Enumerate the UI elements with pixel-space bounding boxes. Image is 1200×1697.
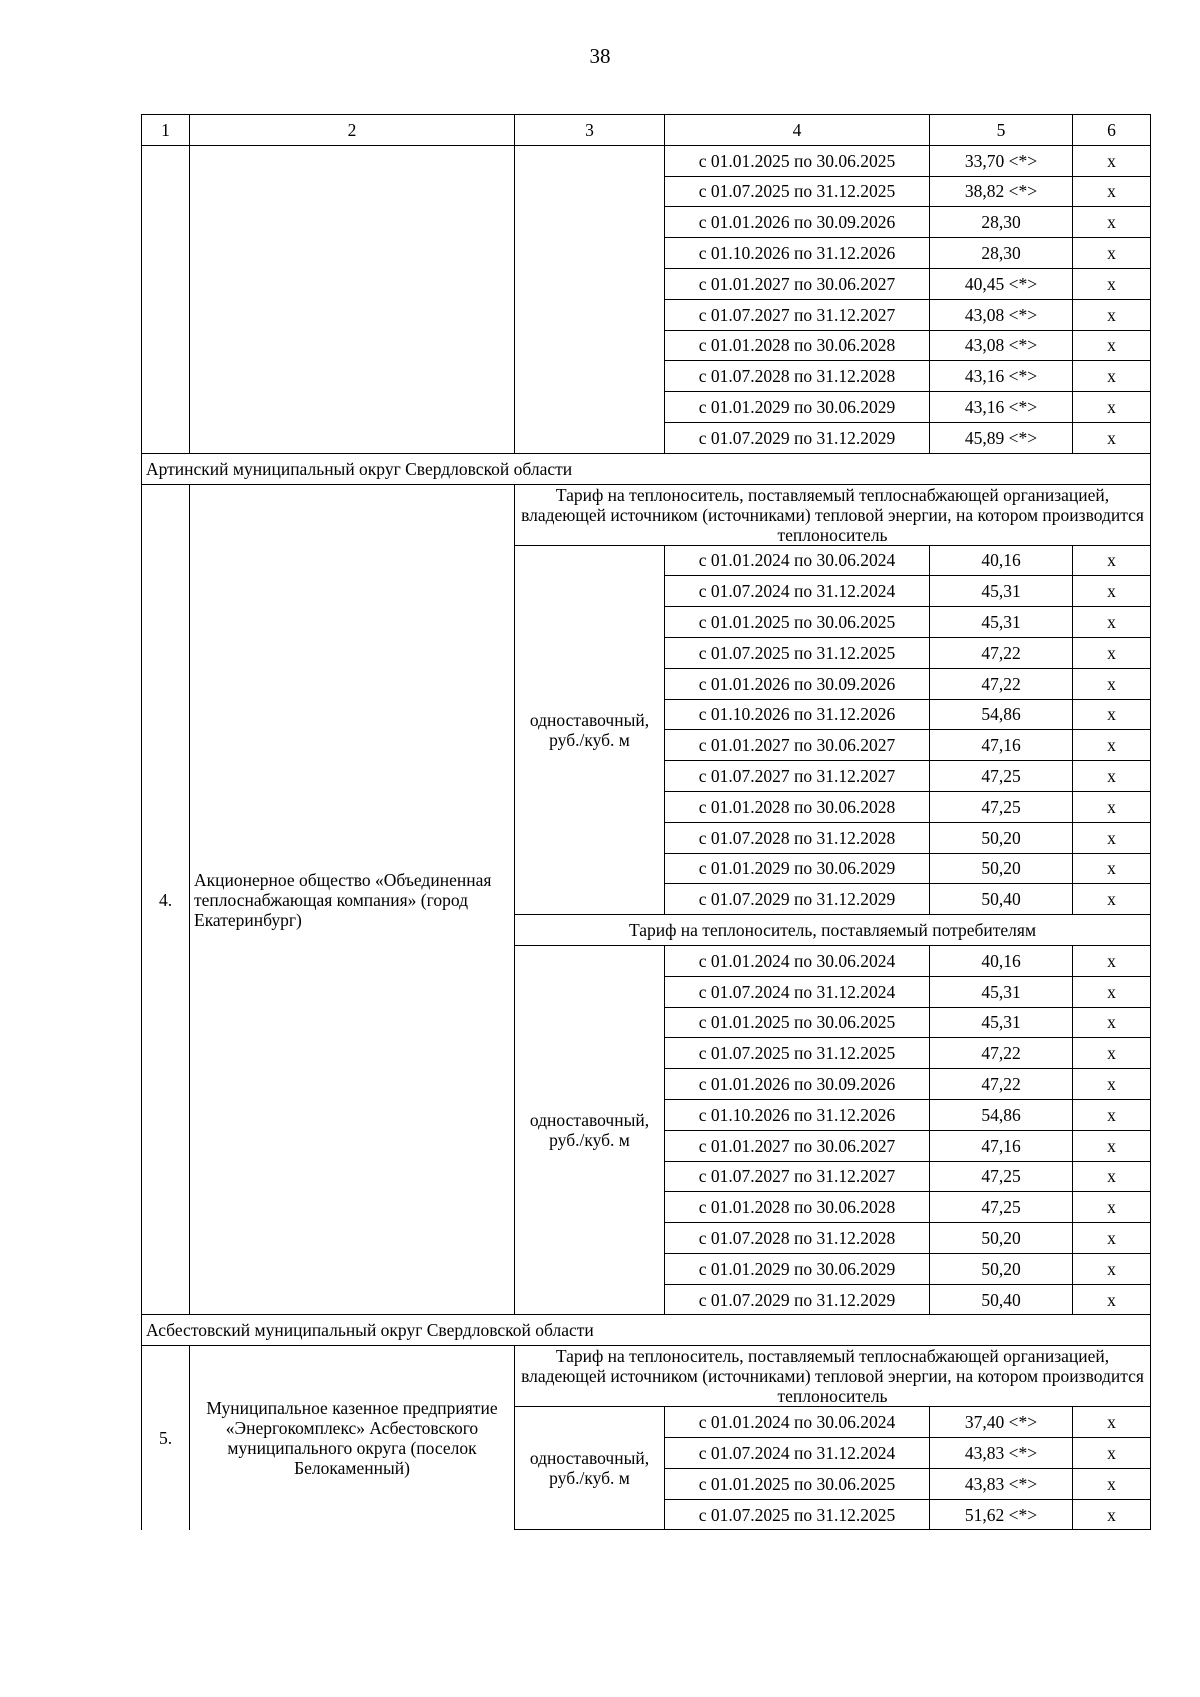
column-6-cell: х: [1073, 976, 1151, 1007]
tariff-table-body: [142, 115, 1151, 1530]
column-6-cell: х: [1073, 268, 1151, 299]
column-6-cell: х: [1073, 1069, 1151, 1100]
period-cell: с 01.01.2026 по 30.09.2026: [665, 207, 930, 238]
tariff-type: одноставочный, руб./куб. м: [515, 945, 665, 1315]
tariff-value-cell: 43,16 <*>: [930, 361, 1073, 392]
entry-number: 4.: [142, 484, 190, 1315]
column-header-2: 2: [190, 115, 515, 146]
tariff-value-cell: 40,16: [930, 545, 1073, 576]
tariff-value-cell: 37,40 <*>: [930, 1407, 1073, 1438]
section-title-row: [142, 1315, 1151, 1346]
tariff-type: одноставочный, руб./куб. м: [515, 1407, 665, 1530]
tariff-value-cell: 50,20: [930, 1223, 1073, 1254]
tariff-value-cell: 43,08 <*>: [930, 330, 1073, 361]
column-6-cell: х: [1073, 238, 1151, 269]
column-6-cell: х: [1073, 392, 1151, 423]
tariff-heading: Тариф на теплоноситель, поставляемый потребителям: [515, 915, 1151, 946]
period-cell: с 01.01.2029 по 30.06.2029: [665, 392, 930, 423]
tariff-value-cell: 50,20: [930, 853, 1073, 884]
period-cell: с 01.01.2028 по 30.06.2028: [665, 1192, 930, 1223]
tariff-value-cell: 43,08 <*>: [930, 299, 1073, 330]
column-header-4: 4: [665, 115, 930, 146]
tariff-value-cell: 40,45 <*>: [930, 268, 1073, 299]
column-6-cell: х: [1073, 1161, 1151, 1192]
column-header-1: 1: [142, 115, 190, 146]
tariff-value-cell: 47,22: [930, 1069, 1073, 1100]
period-cell: с 01.07.2029 по 31.12.2029: [665, 1284, 930, 1315]
tariff-value-cell: 38,82 <*>: [930, 176, 1073, 207]
period-cell: с 01.10.2026 по 31.12.2026: [665, 238, 930, 269]
column-6-cell: х: [1073, 207, 1151, 238]
tariff-value-cell: 43,83 <*>: [930, 1468, 1073, 1499]
period-cell: с 01.07.2028 по 31.12.2028: [665, 1223, 930, 1254]
tariff-value-cell: 50,20: [930, 822, 1073, 853]
column-6-cell: х: [1073, 699, 1151, 730]
period-cell: с 01.01.2026 по 30.09.2026: [665, 668, 930, 699]
column-6-cell: х: [1073, 1038, 1151, 1069]
tariff-value-cell: 43,16 <*>: [930, 392, 1073, 423]
tariff-value-cell: 54,86: [930, 699, 1073, 730]
period-cell: с 01.07.2028 по 31.12.2028: [665, 822, 930, 853]
column-6-cell: х: [1073, 761, 1151, 792]
period-cell: с 01.07.2025 по 31.12.2025: [665, 176, 930, 207]
tariff-value-cell: 47,16: [930, 1130, 1073, 1161]
tariff-value-cell: 47,22: [930, 637, 1073, 668]
tariff-heading: Тариф на теплоноситель, поставляемый теплоснабжающей организацией, владеющей источником (источниками) тепловой энергии, на котором производится теплоноситель: [515, 484, 1151, 545]
continuation-number-cell: [142, 145, 190, 453]
tariff-value-cell: 47,22: [930, 668, 1073, 699]
period-cell: с 01.07.2029 по 31.12.2029: [665, 884, 930, 915]
tariff-value-cell: 50,20: [930, 1253, 1073, 1284]
period-cell: с 01.01.2025 по 30.06.2025: [665, 145, 930, 176]
column-6-cell: х: [1073, 176, 1151, 207]
column-header-row: [142, 115, 1151, 146]
entry-number: 5.: [142, 1346, 190, 1530]
table-row: [142, 145, 1151, 176]
period-cell: с 01.01.2027 по 30.06.2027: [665, 1130, 930, 1161]
column-6-cell: х: [1073, 545, 1151, 576]
tariff-value-cell: 47,25: [930, 791, 1073, 822]
section-title: Асбестовский муниципальный округ Свердловской области: [142, 1315, 1151, 1346]
column-6-cell: х: [1073, 853, 1151, 884]
column-6-cell: х: [1073, 945, 1151, 976]
period-cell: с 01.01.2025 по 30.06.2025: [665, 1468, 930, 1499]
column-6-cell: х: [1073, 730, 1151, 761]
column-6-cell: х: [1073, 576, 1151, 607]
column-header-5: 5: [930, 115, 1073, 146]
period-cell: с 01.01.2024 по 30.06.2024: [665, 545, 930, 576]
organization-name: Муниципальное казенное предприятие «Энергокомплекс» Асбестовского муниципального округа (поселок Белокаменный): [190, 1346, 515, 1530]
period-cell: с 01.01.2025 по 30.06.2025: [665, 1007, 930, 1038]
period-cell: с 01.01.2024 по 30.06.2024: [665, 1407, 930, 1438]
tariff-value-cell: 47,25: [930, 1192, 1073, 1223]
period-cell: с 01.07.2024 по 31.12.2024: [665, 976, 930, 1007]
period-cell: с 01.10.2026 по 31.12.2026: [665, 1099, 930, 1130]
tariff-value-cell: 47,25: [930, 1161, 1073, 1192]
tariff-table: [141, 114, 1151, 1530]
column-header-3: 3: [515, 115, 665, 146]
column-header-6: 6: [1073, 115, 1151, 146]
tariff-value-cell: 33,70 <*>: [930, 145, 1073, 176]
column-6-cell: х: [1073, 1007, 1151, 1038]
tariff-value-cell: 45,31: [930, 607, 1073, 638]
period-cell: с 01.01.2028 по 30.06.2028: [665, 791, 930, 822]
period-cell: с 01.01.2027 по 30.06.2027: [665, 730, 930, 761]
continuation-type-cell: [515, 145, 665, 453]
column-6-cell: х: [1073, 1192, 1151, 1223]
period-cell: с 01.01.2029 по 30.06.2029: [665, 853, 930, 884]
tariff-value-cell: 43,83 <*>: [930, 1438, 1073, 1469]
column-6-cell: х: [1073, 145, 1151, 176]
column-6-cell: х: [1073, 1099, 1151, 1130]
column-6-cell: х: [1073, 822, 1151, 853]
tariff-value-cell: 51,62 <*>: [930, 1499, 1073, 1530]
period-cell: с 01.07.2024 по 31.12.2024: [665, 576, 930, 607]
period-cell: с 01.01.2025 по 30.06.2025: [665, 607, 930, 638]
tariff-value-cell: 54,86: [930, 1099, 1073, 1130]
column-6-cell: х: [1073, 299, 1151, 330]
column-6-cell: х: [1073, 361, 1151, 392]
period-cell: с 01.07.2029 по 31.12.2029: [665, 422, 930, 453]
tariff-value-cell: 40,16: [930, 945, 1073, 976]
tariff-heading-row: [142, 484, 1151, 545]
period-cell: с 01.01.2026 по 30.09.2026: [665, 1069, 930, 1100]
column-6-cell: х: [1073, 1253, 1151, 1284]
tariff-value-cell: 50,40: [930, 884, 1073, 915]
column-6-cell: х: [1073, 1130, 1151, 1161]
tariff-value-cell: 45,31: [930, 976, 1073, 1007]
period-cell: с 01.07.2025 по 31.12.2025: [665, 1038, 930, 1069]
tariff-value-cell: 45,89 <*>: [930, 422, 1073, 453]
organization-name: Акционерное общество «Объединенная теплоснабжающая компания» (город Екатеринбург): [190, 484, 515, 1315]
tariff-value-cell: 47,22: [930, 1038, 1073, 1069]
column-6-cell: х: [1073, 1284, 1151, 1315]
tariff-value-cell: 45,31: [930, 1007, 1073, 1038]
tariff-value-cell: 28,30: [930, 207, 1073, 238]
column-6-cell: х: [1073, 607, 1151, 638]
tariff-value-cell: 47,25: [930, 761, 1073, 792]
column-6-cell: х: [1073, 1499, 1151, 1530]
period-cell: с 01.07.2027 по 31.12.2027: [665, 761, 930, 792]
period-cell: с 01.01.2024 по 30.06.2024: [665, 945, 930, 976]
column-6-cell: х: [1073, 1223, 1151, 1254]
period-cell: с 01.07.2025 по 31.12.2025: [665, 637, 930, 668]
column-6-cell: х: [1073, 330, 1151, 361]
section-title-row: [142, 453, 1151, 484]
period-cell: с 01.01.2028 по 30.06.2028: [665, 330, 930, 361]
section-title: Артинский муниципальный округ Свердловской области: [142, 453, 1151, 484]
period-cell: с 01.07.2025 по 31.12.2025: [665, 1499, 930, 1530]
tariff-value-cell: 45,31: [930, 576, 1073, 607]
tariff-type: одноставочный, руб./куб. м: [515, 545, 665, 915]
column-6-cell: х: [1073, 637, 1151, 668]
column-6-cell: х: [1073, 422, 1151, 453]
tariff-value-cell: 47,16: [930, 730, 1073, 761]
period-cell: с 01.07.2027 по 31.12.2027: [665, 299, 930, 330]
column-6-cell: х: [1073, 884, 1151, 915]
period-cell: с 01.07.2028 по 31.12.2028: [665, 361, 930, 392]
column-6-cell: х: [1073, 791, 1151, 822]
period-cell: с 01.07.2027 по 31.12.2027: [665, 1161, 930, 1192]
tariff-heading-row: [142, 1346, 1151, 1407]
tariff-heading: Тариф на теплоноситель, поставляемый теплоснабжающей организацией, владеющей источником (источниками) тепловой энергии, на котором производится теплоноситель: [515, 1346, 1151, 1407]
continuation-organization-cell: [190, 145, 515, 453]
period-cell: с 01.10.2026 по 31.12.2026: [665, 699, 930, 730]
tariff-value-cell: 28,30: [930, 238, 1073, 269]
period-cell: с 01.01.2029 по 30.06.2029: [665, 1253, 930, 1284]
page-number: 38: [589, 44, 611, 68]
column-6-cell: х: [1073, 1468, 1151, 1499]
period-cell: с 01.07.2024 по 31.12.2024: [665, 1438, 930, 1469]
column-6-cell: х: [1073, 1438, 1151, 1469]
column-6-cell: х: [1073, 1407, 1151, 1438]
column-6-cell: х: [1073, 668, 1151, 699]
tariff-value-cell: 50,40: [930, 1284, 1073, 1315]
period-cell: с 01.01.2027 по 30.06.2027: [665, 268, 930, 299]
